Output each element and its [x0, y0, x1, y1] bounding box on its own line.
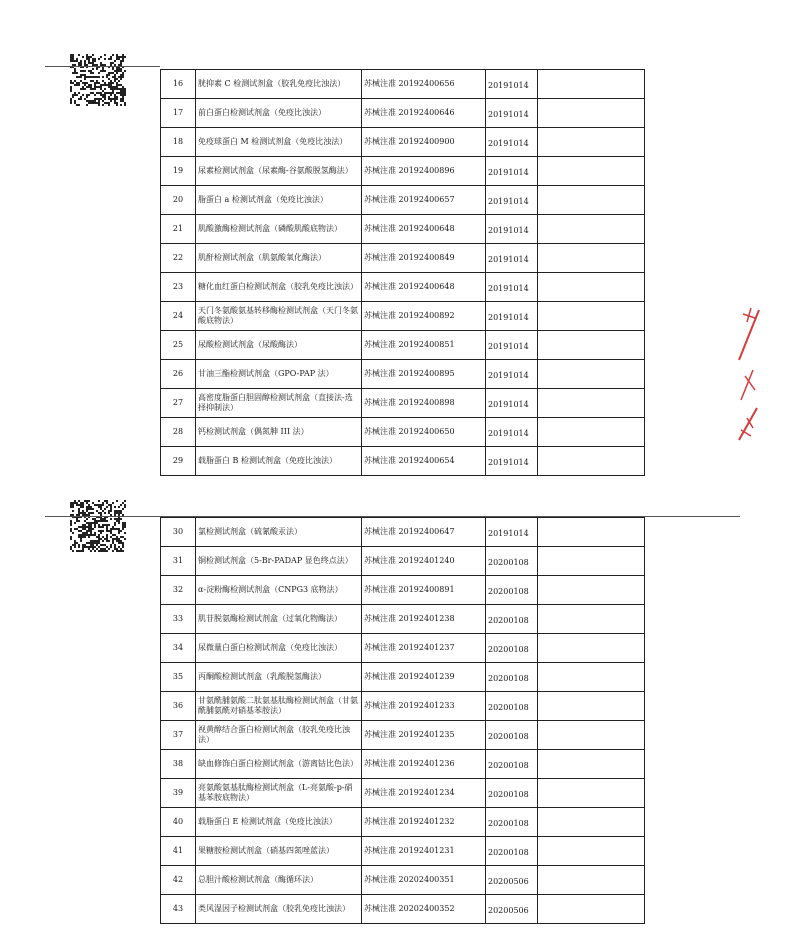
row-number: 42	[161, 866, 196, 895]
remarks-cell	[538, 418, 645, 447]
table-row	[161, 99, 645, 128]
product-name: 亮氨酸氨基肽酶检测试剂盒（L-亮氨酸-p-硝基苯胺底物法）	[196, 779, 362, 808]
registration-number: 苏械注准 20192401236	[362, 750, 486, 779]
registration-number: 苏械注准 20192401238	[362, 605, 486, 634]
registration-number: 苏械注准 20192401240	[362, 547, 486, 576]
registration-number: 苏械注准 20192401233	[362, 692, 486, 721]
row-number: 38	[161, 750, 196, 779]
product-name: 视黄醇结合蛋白检测试剂盒（胶乳免疫比浊法）	[196, 721, 362, 750]
table-row	[161, 895, 645, 924]
remarks-cell	[538, 447, 645, 476]
table-row	[161, 418, 645, 447]
remarks-cell	[538, 128, 645, 157]
row-number: 33	[161, 605, 196, 634]
table-row	[161, 70, 645, 99]
product-name: 前白蛋白检测试剂盒（免疫比浊法）	[196, 99, 362, 128]
registration-number: 苏械注准 20192400648	[362, 215, 486, 244]
approval-date: 20200108	[486, 605, 538, 634]
table-row	[161, 447, 645, 476]
registration-number: 苏械注准 20192400895	[362, 360, 486, 389]
qr-code-icon	[70, 54, 126, 106]
remarks-cell	[538, 244, 645, 273]
registration-number: 苏械注准 20192401234	[362, 779, 486, 808]
remarks-cell	[538, 157, 645, 186]
row-number: 18	[161, 128, 196, 157]
remarks-cell	[538, 663, 645, 692]
registration-number: 苏械注准 20192400900	[362, 128, 486, 157]
table-row	[161, 302, 645, 331]
registration-number: 苏械注准 20192400849	[362, 244, 486, 273]
approval-date: 20191014	[486, 331, 538, 360]
registration-number: 苏械注准 20192400656	[362, 70, 486, 99]
approval-date: 20200108	[486, 779, 538, 808]
row-number: 40	[161, 808, 196, 837]
registration-number: 苏械注准 20192400891	[362, 576, 486, 605]
approval-date: 20191014	[486, 360, 538, 389]
product-name: 尿酸检测试剂盒（尿酸酶法）	[196, 331, 362, 360]
product-name: 尿素检测试剂盒（尿素酶-谷氨酸脱氢酶法）	[196, 157, 362, 186]
approval-date: 20191014	[486, 447, 538, 476]
table-row	[161, 273, 645, 302]
row-number: 41	[161, 837, 196, 866]
remarks-cell	[538, 273, 645, 302]
approval-date: 20200108	[486, 692, 538, 721]
registration-number: 苏械注准 20202400352	[362, 895, 486, 924]
product-name: α-淀粉酶检测试剂盒（CNPG3 底物法）	[196, 576, 362, 605]
table-row	[161, 721, 645, 750]
approval-date: 20191014	[486, 70, 538, 99]
registration-number: 苏械注准 20192400898	[362, 389, 486, 418]
registration-number: 苏械注准 20192401237	[362, 634, 486, 663]
table-row	[161, 779, 645, 808]
row-number: 22	[161, 244, 196, 273]
table-row	[161, 866, 645, 895]
approval-date: 20200108	[486, 750, 538, 779]
registration-number: 苏械注准 20192400892	[362, 302, 486, 331]
product-name: 肌酐检测试剂盒（肌氨酸氧化酶法）	[196, 244, 362, 273]
remarks-cell	[538, 360, 645, 389]
registration-table	[160, 69, 645, 476]
registration-number: 苏械注准 20192401235	[362, 721, 486, 750]
remarks-cell	[538, 837, 645, 866]
remarks-cell	[538, 331, 645, 360]
product-name: 果糖胺检测试剂盒（硝基四氮唑蓝法）	[196, 837, 362, 866]
table-row	[161, 186, 645, 215]
approval-date: 20191014	[486, 157, 538, 186]
table-row	[161, 518, 645, 547]
seal-stamp	[733, 300, 763, 450]
product-name: 高密度脂蛋白胆固醇检测试剂盒（直接法-选择抑制法）	[196, 389, 362, 418]
table-row	[161, 576, 645, 605]
product-name: 总胆汁酸检测试剂盒（酶循环法）	[196, 866, 362, 895]
table-row	[161, 157, 645, 186]
table-row	[161, 331, 645, 360]
table-row	[161, 634, 645, 663]
approval-date: 20200506	[486, 866, 538, 895]
registration-number: 苏械注准 20192400650	[362, 418, 486, 447]
approval-date: 20200108	[486, 663, 538, 692]
registration-number: 苏械注准 20202400351	[362, 866, 486, 895]
remarks-cell	[538, 692, 645, 721]
table-row	[161, 389, 645, 418]
row-number: 25	[161, 331, 196, 360]
registration-number: 苏械注准 20192400648	[362, 273, 486, 302]
row-number: 30	[161, 518, 196, 547]
product-name: 氯检测试剂盒（硫氰酸汞法）	[196, 518, 362, 547]
approval-date: 20191014	[486, 186, 538, 215]
product-name: 类风湿因子检测试剂盒（胶乳免疫比浊法）	[196, 895, 362, 924]
registration-number: 苏械注准 20192400654	[362, 447, 486, 476]
row-number: 34	[161, 634, 196, 663]
row-number: 21	[161, 215, 196, 244]
approval-date: 20191014	[486, 518, 538, 547]
product-name: 甘油三酯检测试剂盒（GPO-PAP 法）	[196, 360, 362, 389]
table-row	[161, 547, 645, 576]
remarks-cell	[538, 302, 645, 331]
qr-code-icon	[70, 500, 126, 552]
separator-line	[45, 66, 160, 67]
remarks-cell	[538, 895, 645, 924]
remarks-cell	[538, 721, 645, 750]
table-row	[161, 808, 645, 837]
product-name: 免疫球蛋白 M 检测试剂盒（免疫比浊法）	[196, 128, 362, 157]
table-row	[161, 605, 645, 634]
product-name: 糖化血红蛋白检测试剂盒（胶乳免疫比浊法）	[196, 273, 362, 302]
row-number: 39	[161, 779, 196, 808]
product-name: 尿微量白蛋白检测试剂盒（免疫比浊法）	[196, 634, 362, 663]
approval-date: 20191014	[486, 389, 538, 418]
approval-date: 20200506	[486, 895, 538, 924]
table-row	[161, 837, 645, 866]
remarks-cell	[538, 518, 645, 547]
remarks-cell	[538, 186, 645, 215]
approval-date: 20200108	[486, 808, 538, 837]
row-number: 24	[161, 302, 196, 331]
row-number: 32	[161, 576, 196, 605]
registration-number: 苏械注准 20192400657	[362, 186, 486, 215]
remarks-cell	[538, 605, 645, 634]
table-row	[161, 128, 645, 157]
approval-date: 20200108	[486, 837, 538, 866]
registration-number: 苏械注准 20192400646	[362, 99, 486, 128]
approval-date: 20191014	[486, 273, 538, 302]
remarks-cell	[538, 634, 645, 663]
remarks-cell	[538, 750, 645, 779]
product-name: 肌酸激酶检测试剂盒（磷酸肌酸底物法）	[196, 215, 362, 244]
approval-date: 20200108	[486, 576, 538, 605]
approval-date: 20191014	[486, 99, 538, 128]
row-number: 29	[161, 447, 196, 476]
registration-number: 苏械注准 20192401232	[362, 808, 486, 837]
approval-date: 20200108	[486, 721, 538, 750]
product-name: 丙酮酸检测试剂盒（乳酸脱氢酶法）	[196, 663, 362, 692]
remarks-cell	[538, 99, 645, 128]
product-name: 载脂蛋白 E 检测试剂盒（免疫比浊法）	[196, 808, 362, 837]
registration-number: 苏械注准 20192401239	[362, 663, 486, 692]
approval-date: 20200108	[486, 634, 538, 663]
table-row	[161, 244, 645, 273]
row-number: 20	[161, 186, 196, 215]
remarks-cell	[538, 866, 645, 895]
remarks-cell	[538, 808, 645, 837]
table-row	[161, 360, 645, 389]
row-number: 23	[161, 273, 196, 302]
table-row	[161, 692, 645, 721]
product-name: 肌苷脱氨酶检测试剂盒（过氧化物酶法）	[196, 605, 362, 634]
approval-date: 20191014	[486, 302, 538, 331]
row-number: 19	[161, 157, 196, 186]
product-name: 甘氨酰脯氨酸二肽氨基肽酶检测试剂盒（甘氨酰脯氨酰对硝基苯胺法）	[196, 692, 362, 721]
approval-date: 20191014	[486, 215, 538, 244]
registration-number: 苏械注准 20192401231	[362, 837, 486, 866]
remarks-cell	[538, 547, 645, 576]
row-number: 43	[161, 895, 196, 924]
approval-date: 20191014	[486, 128, 538, 157]
registration-number: 苏械注准 20192400851	[362, 331, 486, 360]
remarks-cell	[538, 215, 645, 244]
remarks-cell	[538, 779, 645, 808]
approval-date: 20191014	[486, 244, 538, 273]
row-number: 31	[161, 547, 196, 576]
row-number: 16	[161, 70, 196, 99]
product-name: 胱抑素 C 检测试剂盒（胶乳免疫比浊法）	[196, 70, 362, 99]
row-number: 17	[161, 99, 196, 128]
row-number: 26	[161, 360, 196, 389]
approval-date: 20200108	[486, 547, 538, 576]
table-row	[161, 215, 645, 244]
registration-number: 苏械注准 20192400896	[362, 157, 486, 186]
product-name: 缺血修饰白蛋白检测试剂盒（游离钴比色法）	[196, 750, 362, 779]
product-name: 载脂蛋白 B 检测试剂盒（免疫比浊法）	[196, 447, 362, 476]
row-number: 36	[161, 692, 196, 721]
table-row	[161, 663, 645, 692]
table-row	[161, 750, 645, 779]
registration-number: 苏械注准 20192400647	[362, 518, 486, 547]
remarks-cell	[538, 576, 645, 605]
product-name: 钙检测试剂盒（偶氮胂 III 法）	[196, 418, 362, 447]
row-number: 37	[161, 721, 196, 750]
row-number: 28	[161, 418, 196, 447]
row-number: 35	[161, 663, 196, 692]
remarks-cell	[538, 70, 645, 99]
remarks-cell	[538, 389, 645, 418]
row-number: 27	[161, 389, 196, 418]
approval-date: 20191014	[486, 418, 538, 447]
product-name: 脂蛋白 a 检测试剂盒（免疫比浊法）	[196, 186, 362, 215]
product-name: 铜检测试剂盒（5-Br-PADAP 显色终点法）	[196, 547, 362, 576]
product-name: 天门冬氨酸氨基转移酶检测试剂盒（天门冬氨酸底物法）	[196, 302, 362, 331]
registration-table	[160, 517, 645, 924]
